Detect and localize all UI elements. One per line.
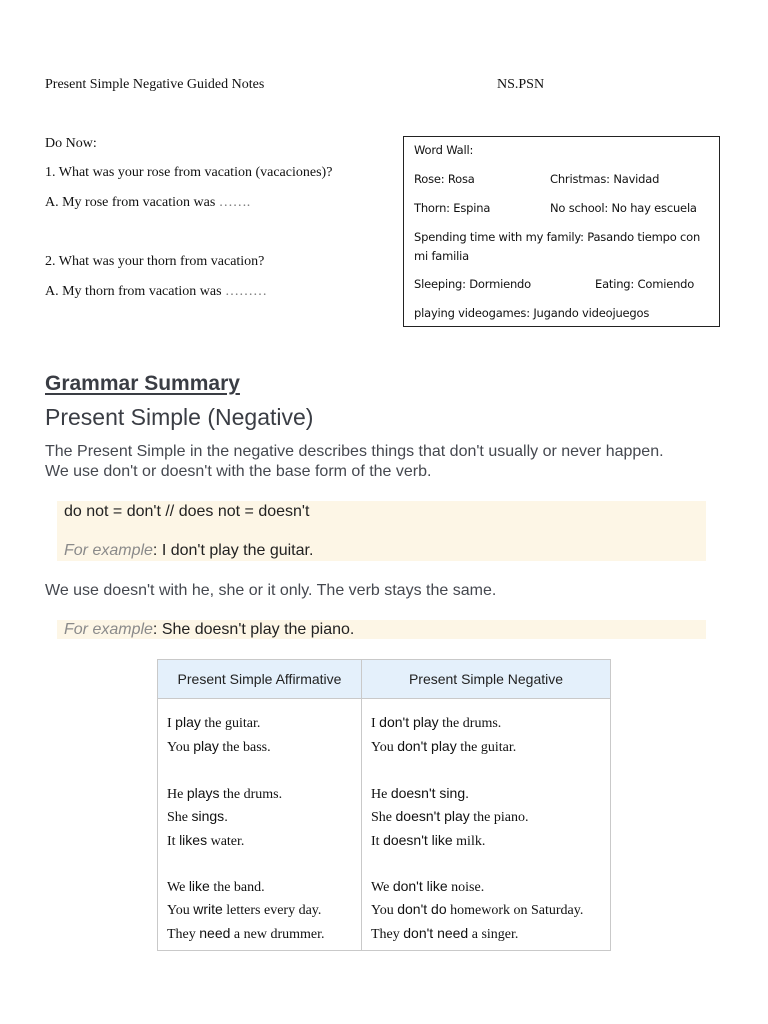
sentence-subject: He bbox=[167, 787, 187, 802]
sentence-verb: play bbox=[175, 714, 201, 730]
sentence-subject: You bbox=[371, 740, 398, 755]
sentence-verb: don't play bbox=[397, 738, 457, 754]
sentence-subject: We bbox=[167, 880, 189, 895]
example-1-label: For example bbox=[64, 542, 153, 559]
sentence-rest: the band. bbox=[209, 880, 265, 895]
word-wall-box bbox=[403, 136, 720, 327]
negative-row bbox=[371, 878, 484, 896]
sentence-verb: like bbox=[188, 878, 210, 894]
sentence-subject: You bbox=[371, 903, 398, 918]
sentence-rest: the drums. bbox=[438, 716, 502, 731]
answer-2-blank: ……… bbox=[225, 284, 268, 299]
sentence-verb: doesn't play bbox=[395, 808, 470, 824]
example-1-text: : I don't play the guitar. bbox=[152, 542, 314, 559]
answer-1 bbox=[45, 195, 250, 211]
sentence-verb: write bbox=[193, 901, 223, 917]
affirmative-row bbox=[167, 808, 228, 826]
word-spending-line2: mi familia bbox=[414, 249, 469, 263]
sentence-verb: don't need bbox=[403, 925, 469, 941]
sentence-verb: plays bbox=[186, 785, 220, 801]
grammar-subheading: Present Simple (Negative) bbox=[45, 404, 314, 430]
sentence-rest: a new drummer. bbox=[230, 927, 325, 942]
rule-2: We use doesn't with he, she or it only. The verb stays the same. bbox=[45, 582, 497, 599]
example-2 bbox=[64, 620, 354, 640]
sentence-verb: don't like bbox=[392, 878, 448, 894]
sentence-rest: water. bbox=[207, 834, 245, 849]
sentence-subject: It bbox=[371, 834, 384, 849]
word-rose: Rose: Rosa bbox=[414, 172, 475, 186]
example-1 bbox=[64, 541, 313, 561]
sentence-verb: play bbox=[193, 738, 219, 754]
sentence-subject: You bbox=[167, 740, 194, 755]
answer-1-prefix: A. My rose from vacation was bbox=[45, 195, 216, 210]
sentence-verb: don't play bbox=[379, 714, 439, 730]
sentence-subject: I bbox=[167, 716, 176, 731]
negative-row bbox=[371, 832, 485, 850]
question-2: 2. What was your thorn from vacation? bbox=[45, 254, 265, 269]
sentence-verb: doesn't like bbox=[383, 832, 453, 848]
sentence-rest: the guitar. bbox=[456, 740, 517, 755]
sentence-subject: I bbox=[371, 716, 380, 731]
question-1: 1. What was your rose from vacation (vacaciones)? bbox=[45, 165, 333, 180]
intro-line-1: The Present Simple in the negative describes things that don't usually or never happen. bbox=[45, 443, 664, 460]
word-thorn: Thorn: Espina bbox=[414, 201, 491, 215]
sentence-rest: the piano. bbox=[469, 810, 529, 825]
affirmative-row bbox=[167, 832, 244, 850]
sentence-subject: He bbox=[371, 787, 391, 802]
sentence-rest: a singer. bbox=[468, 927, 519, 942]
table-column-divider bbox=[361, 660, 362, 950]
do-now-label: Do Now: bbox=[45, 136, 97, 151]
sentence-subject: You bbox=[167, 903, 194, 918]
sentence-rest: homework on Saturday. bbox=[446, 903, 584, 918]
sentence-verb: sings. bbox=[191, 808, 229, 824]
word-videogames: playing videogames: Jugando videojuegos bbox=[414, 306, 650, 320]
example-2-text: : She doesn't play the piano. bbox=[152, 621, 355, 638]
sentence-rest: letters every day. bbox=[222, 903, 322, 918]
word-eating: Eating: Comiendo bbox=[595, 277, 695, 291]
negative-row bbox=[371, 785, 469, 803]
answer-2-prefix: A. My thorn from vacation was bbox=[45, 284, 222, 299]
affirmative-row bbox=[167, 785, 282, 803]
intro-line-2: We use don't or doesn't with the base form of the verb. bbox=[45, 463, 432, 480]
sentence-subject: They bbox=[167, 927, 200, 942]
example-2-label: For example bbox=[64, 621, 153, 638]
sentence-rest: the guitar. bbox=[200, 716, 261, 731]
negative-row bbox=[371, 925, 518, 943]
contractions-text: do not = don't // does not = doesn't bbox=[64, 503, 310, 520]
document-title: Present Simple Negative Guided Notes bbox=[45, 77, 265, 92]
sentence-rest: milk. bbox=[452, 834, 486, 849]
sentence-verb: need bbox=[199, 925, 231, 941]
answer-1-blank: ……. bbox=[218, 195, 251, 210]
word-sleeping: Sleeping: Dormiendo bbox=[414, 277, 531, 291]
sentence-subject: They bbox=[371, 927, 404, 942]
sentence-verb: don't do bbox=[397, 901, 447, 917]
affirmative-row bbox=[167, 901, 321, 919]
affirmative-row bbox=[167, 878, 265, 896]
affirmative-row bbox=[167, 714, 260, 732]
grammar-summary-heading: Grammar Summary bbox=[45, 372, 240, 395]
word-christmas: Christmas: Navidad bbox=[550, 172, 660, 186]
negative-row bbox=[371, 808, 529, 826]
table-header-affirmative: Present Simple Affirmative bbox=[158, 660, 361, 699]
sentence-rest: the drums. bbox=[219, 787, 283, 802]
affirmative-row bbox=[167, 738, 271, 756]
word-spending-line1: Spending time with my family: Pasando tiempo con bbox=[414, 230, 701, 244]
answer-2 bbox=[45, 284, 267, 300]
word-wall-title: Word Wall: bbox=[414, 143, 474, 157]
sentence-subject: She bbox=[167, 810, 192, 825]
sentence-subject: It bbox=[167, 834, 180, 849]
document-code: NS.PSN bbox=[497, 77, 545, 92]
sentence-verb: doesn't sing. bbox=[390, 785, 469, 801]
affirmative-row bbox=[167, 925, 325, 943]
sentence-subject: We bbox=[371, 880, 393, 895]
sentence-subject: She bbox=[371, 810, 396, 825]
negative-row bbox=[371, 714, 501, 732]
sentence-rest: the bass. bbox=[218, 740, 271, 755]
grammar-table bbox=[157, 659, 611, 951]
sentence-verb: likes bbox=[179, 832, 208, 848]
sentence-rest: noise. bbox=[447, 880, 485, 895]
table-header-negative: Present Simple Negative bbox=[362, 660, 610, 699]
negative-row bbox=[371, 738, 516, 756]
word-no-school: No school: No hay escuela bbox=[550, 201, 697, 215]
negative-row bbox=[371, 901, 583, 919]
